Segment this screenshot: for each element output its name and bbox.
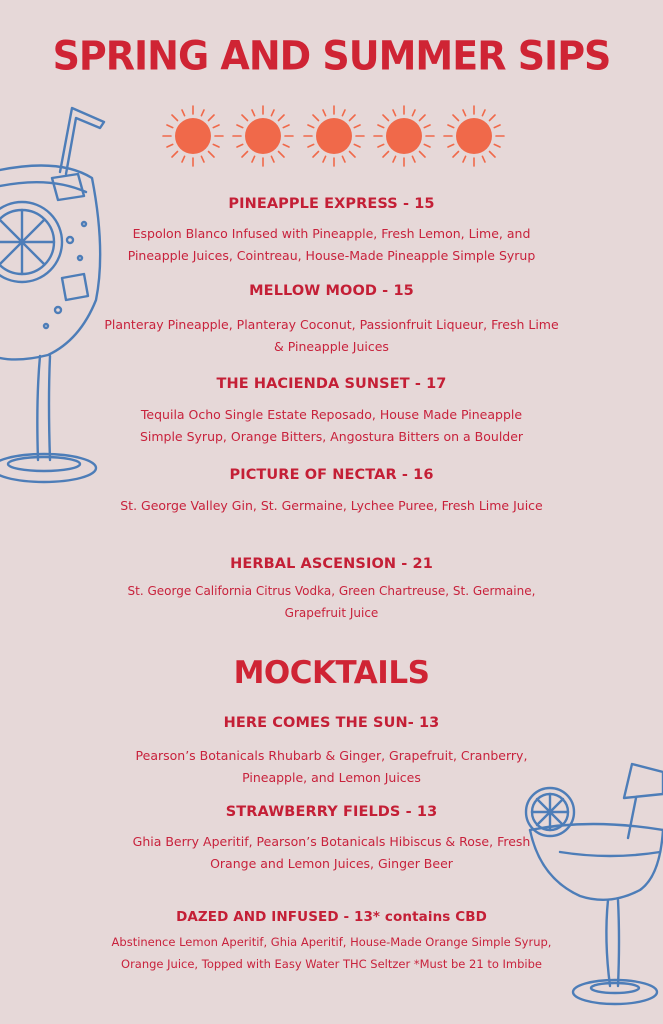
menu-item-description: Ghia Berry Aperitif, Pearson’s Botanicals Hibiscus & Rose, Fresh Orange and Lemon Juices, Ginger Beer: [132, 834, 531, 871]
sun-icon: [372, 104, 436, 168]
section-title: MOCKTAILS: [233, 655, 430, 691]
menu-title: SPRING AND SUMMER SIPS: [52, 32, 611, 80]
sun-icon: [302, 104, 366, 168]
menu-item-description: Pearson’s Botanicals Rhubarb & Ginger, Grapefruit, Cranberry, Pineapple, and Lemon Juices: [135, 748, 528, 785]
menu-item-name: PICTURE OF NECTAR - 16: [229, 467, 434, 483]
sun-icon: [161, 104, 225, 168]
menu-item-description: Tequila Ocho Single Estate Reposado, House Made Pineapple Simple Syrup, Orange Bitters, Angostura Bitters on a Boulder: [139, 407, 524, 444]
sun-icon: [442, 104, 506, 168]
menu-item-name: THE HACIENDA SUNSET - 17: [216, 376, 447, 392]
wine-glass-cocktail-icon: [0, 100, 110, 500]
menu-item-name: MELLOW MOOD - 15: [249, 283, 414, 299]
sun-row: [161, 104, 506, 170]
menu-item-name: STRAWBERRY FIELDS - 13: [225, 804, 438, 820]
menu-item-description: Abstinence Lemon Aperitif, Ghia Aperitif, House-Made Orange Simple Syrup, Orange Juice, Topped with Easy Water THC Seltzer *Must be 21 to Imbibe: [111, 935, 552, 971]
menu-item-description: St. George California Citrus Vodka, Green Chartreuse, St. Germaine, Grapefruit Juice: [127, 584, 536, 620]
menu-item-name: HERE COMES THE SUN- 13: [223, 715, 440, 731]
sun-icon: [231, 104, 295, 168]
menu-item-name: DAZED AND INFUSED - 13* contains CBD: [176, 909, 487, 925]
menu-item-description: Planteray Pineapple, Planteray Coconut, Passionfruit Liqueur, Fresh Lime & Pineapple Juices: [104, 317, 559, 354]
menu-item-description: St. George Valley Gin, St. Germaine, Lychee Puree, Fresh Lime Juice: [120, 498, 543, 513]
menu-item-name: PINEAPPLE EXPRESS - 15: [228, 196, 435, 212]
menu-item-description: Espolon Blanco Infused with Pineapple, Fresh Lemon, Lime, and Pineapple Juices, Cointreau, House-Made Pineapple Simple Syrup: [127, 226, 536, 263]
menu-item-name: HERBAL ASCENSION - 21: [230, 556, 433, 572]
